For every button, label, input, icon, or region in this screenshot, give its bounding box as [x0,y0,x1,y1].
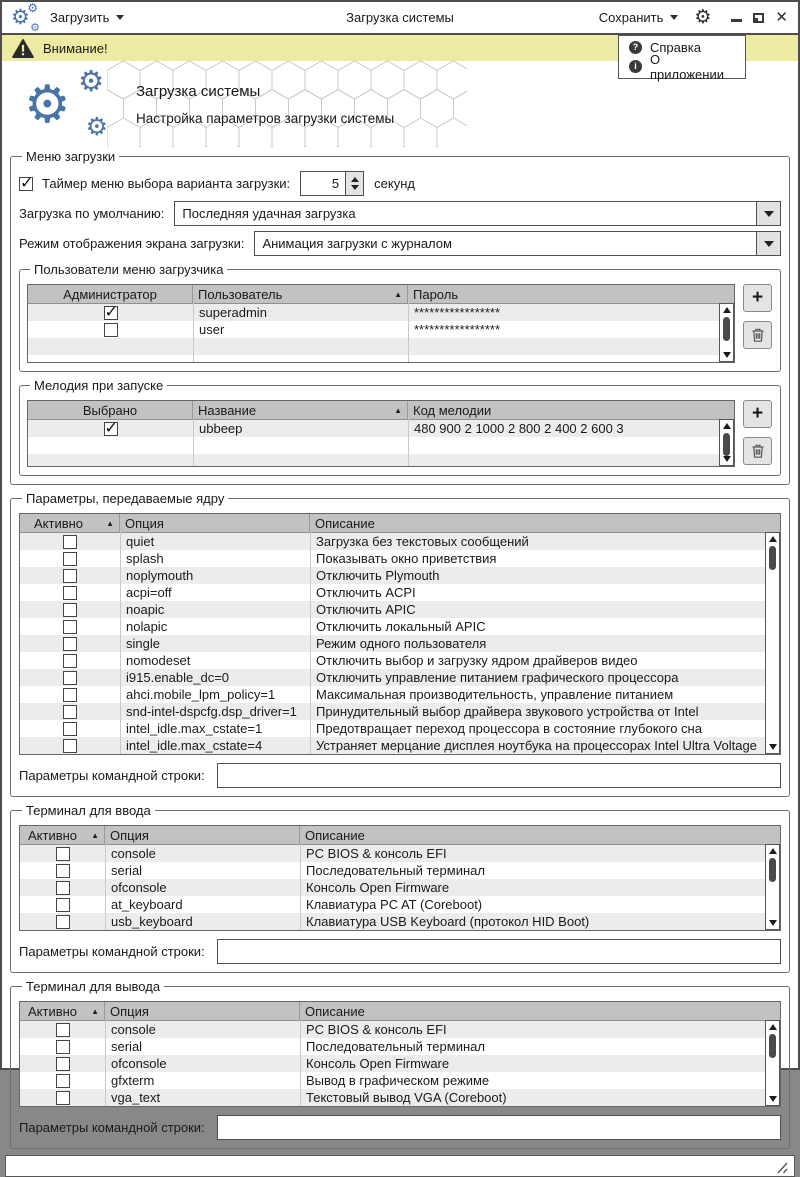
row-checkbox[interactable] [63,586,77,600]
description-cell: Режим одного пользователя [316,636,487,651]
user-cell: user [199,322,225,337]
password-cell: ***************** [414,305,501,320]
description-cell: Показывать окно приветствия [316,551,497,566]
display-mode-value: Анимация загрузки с журналом [262,236,452,251]
description-cell: Принудительный выбор драйвера звукового устройства от Intel [316,704,699,719]
column-header-sorted[interactable]: Активно ▲ [20,826,105,844]
table-row[interactable] [20,652,780,669]
chevron-down-icon [670,15,678,20]
option-cell: vga_text [111,1090,161,1105]
page-subtitle: Настройка параметров загрузки системы [136,110,395,126]
description-cell: Клавиатура USB Keyboard (протокол HID Boot) [306,914,590,929]
scroll-up-icon[interactable] [769,848,777,854]
column-header[interactable]: Описание [315,515,375,531]
table-row[interactable] [20,550,780,567]
row-checkbox[interactable] [63,620,77,634]
save-button-label: Сохранить [598,10,664,25]
description-cell: Последовательный терминал [306,1039,485,1054]
table-row[interactable] [28,420,734,437]
row-checkbox[interactable] [63,705,77,719]
column-header[interactable]: Опция [105,1002,300,1020]
boot-users-legend: Пользователи меню загрузчика [34,262,224,277]
table-row[interactable] [20,720,780,737]
settings-gear-icon[interactable]: ⚙ [694,6,712,28]
display-mode-label: Режим отображения экрана загрузки: [19,236,245,251]
table-row[interactable] [20,737,780,754]
description-cell: Отключить локальный APIC [316,619,486,634]
description-cell: Отключить APIC [316,602,416,617]
table-row[interactable] [20,703,780,720]
delete-melody-button[interactable] [743,437,772,465]
description-cell: Консоль Open Firmware [306,1056,450,1071]
boot-menu-legend: Меню загрузки [26,149,116,164]
scroll-up-icon[interactable] [769,536,777,542]
table-row[interactable] [20,1089,780,1106]
melody-name-cell: ubbeep [199,421,243,436]
row-checkbox[interactable] [63,654,77,668]
scroll-up-icon[interactable] [769,1024,777,1030]
startup-melody-legend: Мелодия при запуске [34,378,164,393]
main-content [2,61,798,1149]
display-mode-combobox[interactable] [254,231,781,256]
terminal-output-table [19,1001,781,1107]
table-row[interactable] [20,1038,780,1055]
description-cell: Отключить ACPI [316,585,416,600]
option-cell: at_keyboard [111,897,183,912]
resize-grip[interactable] [775,1161,790,1174]
table-row[interactable] [20,567,780,584]
sort-asc-icon: ▲ [91,830,99,840]
terminal-input-header [20,826,780,845]
close-button[interactable]: ✕ [775,8,788,26]
terminal-output-header [20,1002,780,1021]
table-row[interactable] [20,601,780,618]
option-cell: noapic [126,602,165,617]
column-header-sorted[interactable]: Пользователь ▲ [193,285,408,303]
trash-icon [750,443,766,459]
app-gears-icon-large: ⚙ ⚙ ⚙ [24,64,108,141]
option-cell: ofconsole [111,1056,167,1071]
description-cell: Консоль Open Firmware [306,880,450,895]
row-checkbox[interactable] [56,847,70,861]
row-checkbox[interactable] [63,552,77,566]
row-checkbox[interactable] [63,569,77,583]
vertical-scrollbar[interactable] [765,532,780,754]
terminal-input-table [19,825,781,931]
column-header[interactable]: Опция [105,826,300,844]
timer-spinner[interactable] [300,171,364,196]
description-cell: Загрузка без текстовых сообщений [316,534,529,549]
option-cell: i915.enable_dc=0 [126,670,230,685]
row-checkbox[interactable] [56,1057,70,1071]
column-divider [193,303,194,362]
cmdline-label: Параметры командной строки: [19,1120,205,1135]
terminal-input-cmdline-input[interactable] [217,939,781,964]
option-cell: intel_idle.max_cstate=4 [126,738,263,753]
option-cell: console [111,1022,156,1037]
vertical-scrollbar[interactable] [719,419,734,466]
row-checkbox[interactable] [63,722,77,736]
option-cell: quiet [126,534,155,549]
row-checkbox[interactable] [56,915,70,929]
option-cell: intel_idle.max_cstate=1 [126,721,263,736]
delete-user-button[interactable] [743,321,772,349]
add-user-button[interactable] [743,284,772,312]
column-divider [105,844,106,930]
boot-users-group [19,262,781,372]
users-table-body [28,304,734,362]
scroll-up-icon[interactable] [723,307,731,313]
table-row[interactable] [20,862,780,879]
page-title: Загрузка системы [136,82,261,100]
status-bar [5,1155,795,1177]
scroll-thumb[interactable] [769,1034,776,1058]
row-checkbox[interactable] [56,1040,70,1054]
sort-asc-icon: ▲ [91,1006,99,1016]
kernel-cmdline-input[interactable] [217,763,781,788]
scroll-down-icon[interactable] [769,744,777,750]
table-row[interactable] [20,669,780,686]
column-header-sorted[interactable]: Активно ▲ [20,514,120,532]
row-checkbox[interactable] [56,881,70,895]
melody-code-cell: 480 900 2 1000 2 800 2 400 2 600 3 [414,421,624,436]
kernel-table-body [20,533,780,754]
table-row[interactable] [20,618,780,635]
app-gears-icon: ⚙ ⚙ ⚙ [11,1,40,34]
sort-asc-icon: ▲ [394,289,402,299]
save-dropdown-button[interactable] [599,10,679,25]
scroll-up-icon[interactable] [723,423,731,429]
plus-icon: + [751,402,764,424]
scroll-down-icon[interactable] [769,1096,777,1102]
vertical-scrollbar[interactable] [765,844,780,930]
plus-icon: + [751,286,764,308]
table-row[interactable] [20,1021,780,1038]
default-boot-label: Загрузка по умолчанию: [19,206,165,221]
terminal-output-cmdline-input[interactable] [217,1115,781,1140]
option-cell: snd-intel-dspcfg.dsp_driver=1 [126,704,297,719]
scroll-thumb[interactable] [769,858,776,882]
table-row[interactable] [28,321,734,338]
sort-asc-icon: ▲ [106,518,114,528]
vertical-scrollbar[interactable] [765,1020,780,1106]
column-divider [408,303,409,362]
description-cell: Клавиатура PC AT (Coreboot) [306,897,483,912]
column-header[interactable]: Опция [120,514,310,532]
description-cell: Устраняет мерцание дисплея ноутбука на процессорах Intel Ultra Voltage [316,738,757,753]
timer-label: Таймер меню выбора варианта загрузки: [42,176,291,191]
load-button-label: Загрузить [50,10,110,25]
cmdline-label: Параметры командной строки: [19,768,205,783]
kernel-params-table [19,513,781,755]
terminal-input-body [20,845,780,930]
description-cell: Последовательный терминал [306,863,485,878]
settings-dropdown-menu [618,35,746,82]
column-header[interactable]: Описание [305,827,365,843]
row-checkbox[interactable] [104,323,118,337]
description-cell: Отключить Plymouth [316,568,440,583]
column-divider [300,844,301,930]
column-divider [300,1020,301,1106]
row-checkbox[interactable] [63,739,77,753]
startup-melody-group [19,378,781,476]
column-header[interactable]: Код мелодии [413,402,492,418]
menu-item-label: Справка [650,40,701,55]
warning-text: Внимание! [43,40,108,56]
cmdline-label: Параметры командной строки: [19,944,205,959]
users-table-header [28,285,734,304]
column-divider [120,532,121,754]
info-circle-icon: i [629,60,642,73]
default-boot-value: Последняя удачная загрузка [182,206,356,221]
description-cell: Отключить выбор и загрузку ядром драйверов видео [316,653,638,668]
sort-asc-icon: ▲ [394,405,402,415]
option-cell: serial [111,1039,143,1054]
column-header[interactable]: Описание [305,1003,365,1019]
description-cell: Отключить управление питанием графического процессора [316,670,679,685]
table-row[interactable] [20,913,780,930]
row-checkbox[interactable] [63,535,77,549]
description-cell: Вывод в графическом режиме [306,1073,490,1088]
scroll-thumb[interactable] [723,433,730,456]
description-cell: Максимальная производительность, управление питанием [316,687,674,702]
row-checkbox[interactable] [63,637,77,651]
option-cell: ofconsole [111,880,167,895]
option-cell: single [126,636,160,651]
column-header[interactable]: Администратор [28,285,193,303]
timer-value: 5 [331,176,340,191]
option-cell: serial [111,863,143,878]
terminal-output-body [20,1021,780,1106]
terminal-output-group [10,979,790,1149]
scroll-down-icon[interactable] [769,920,777,926]
row-checkbox[interactable] [104,306,118,320]
table-row[interactable] [20,1072,780,1089]
chevron-down-icon [116,15,124,20]
menu-item-about[interactable] [619,51,745,82]
kernel-params-group [10,491,790,797]
help-circle-icon: ? [629,41,642,54]
description-cell: PC BIOS & консоль EFI [306,1022,447,1037]
table-row[interactable] [28,304,734,321]
option-cell: acpi=off [126,585,172,600]
default-boot-combobox[interactable] [174,201,781,226]
column-header[interactable]: Пароль [413,286,459,302]
option-cell: ahci.mobile_lpm_policy=1 [126,687,276,702]
window-title: Загрузка системы [346,10,454,25]
option-cell: usb_keyboard [111,914,193,929]
scroll-down-icon[interactable] [723,456,731,462]
column-divider [105,1020,106,1106]
password-cell: ***************** [414,322,501,337]
column-header-sorted[interactable]: Название ▲ [193,401,408,419]
chevron-down-icon [764,241,774,247]
table-row[interactable] [20,1055,780,1072]
option-cell: gfxterm [111,1073,155,1088]
menu-item-label: О приложении [650,51,724,82]
scroll-thumb[interactable] [769,546,776,570]
column-divider [408,419,409,466]
trash-icon [750,327,766,343]
description-cell: Предотвращает переход процессора в состояние глубокого сна [316,721,702,736]
titlebar [2,2,798,35]
row-checkbox[interactable] [104,422,118,436]
description-cell: PC BIOS & консоль EFI [306,846,447,861]
option-cell: console [111,846,156,861]
column-divider [310,532,311,754]
terminal-input-group [10,803,790,973]
load-dropdown-button[interactable] [50,10,124,25]
warning-triangle-icon [12,39,34,58]
description-cell: Текстовый вывод VGA (Coreboot) [306,1090,507,1105]
minimize-button[interactable] [731,19,742,22]
user-cell: superadmin [199,305,267,320]
terminal-input-legend: Терминал для ввода [26,803,151,818]
row-checkbox[interactable] [63,603,77,617]
column-divider [193,419,194,466]
row-checkbox[interactable] [56,1074,70,1088]
column-header[interactable]: Выбрано [28,401,193,419]
melody-table-header [28,401,734,420]
row-checkbox[interactable] [56,1091,70,1105]
chevron-down-icon [764,211,774,217]
table-row[interactable] [20,584,780,601]
table-row[interactable] [20,879,780,896]
option-cell: noplymouth [126,568,194,583]
terminal-output-legend: Терминал для вывода [26,979,161,994]
option-cell: splash [126,551,164,566]
maximize-button[interactable] [753,13,764,23]
spin-down-icon[interactable] [351,185,359,190]
table-row[interactable] [20,686,780,703]
option-cell: nomodeset [126,653,191,668]
timer-unit: секунд [374,176,415,191]
vertical-scrollbar[interactable] [719,303,734,362]
boot-menu-group [10,149,790,485]
scroll-thumb[interactable] [723,317,730,341]
row-checkbox[interactable] [56,898,70,912]
table-row[interactable] [20,533,780,550]
timer-checkbox[interactable] [19,177,33,191]
users-table [27,284,735,363]
option-cell: nolapic [126,619,168,634]
row-checkbox[interactable] [56,864,70,878]
melody-table [27,400,735,467]
table-row[interactable] [20,845,780,862]
kernel-table-header [20,514,780,533]
scroll-down-icon[interactable] [723,352,731,358]
row-checkbox[interactable] [63,671,77,685]
row-checkbox[interactable] [63,688,77,702]
row-checkbox[interactable] [56,1023,70,1037]
table-row[interactable] [20,635,780,652]
add-melody-button[interactable] [743,400,772,428]
table-row[interactable] [20,896,780,913]
kernel-params-legend: Параметры, передаваемые ядру [26,491,225,506]
column-header-sorted[interactable]: Активно ▲ [20,1002,105,1020]
melody-table-body [28,420,734,466]
spin-up-icon[interactable] [351,177,359,182]
